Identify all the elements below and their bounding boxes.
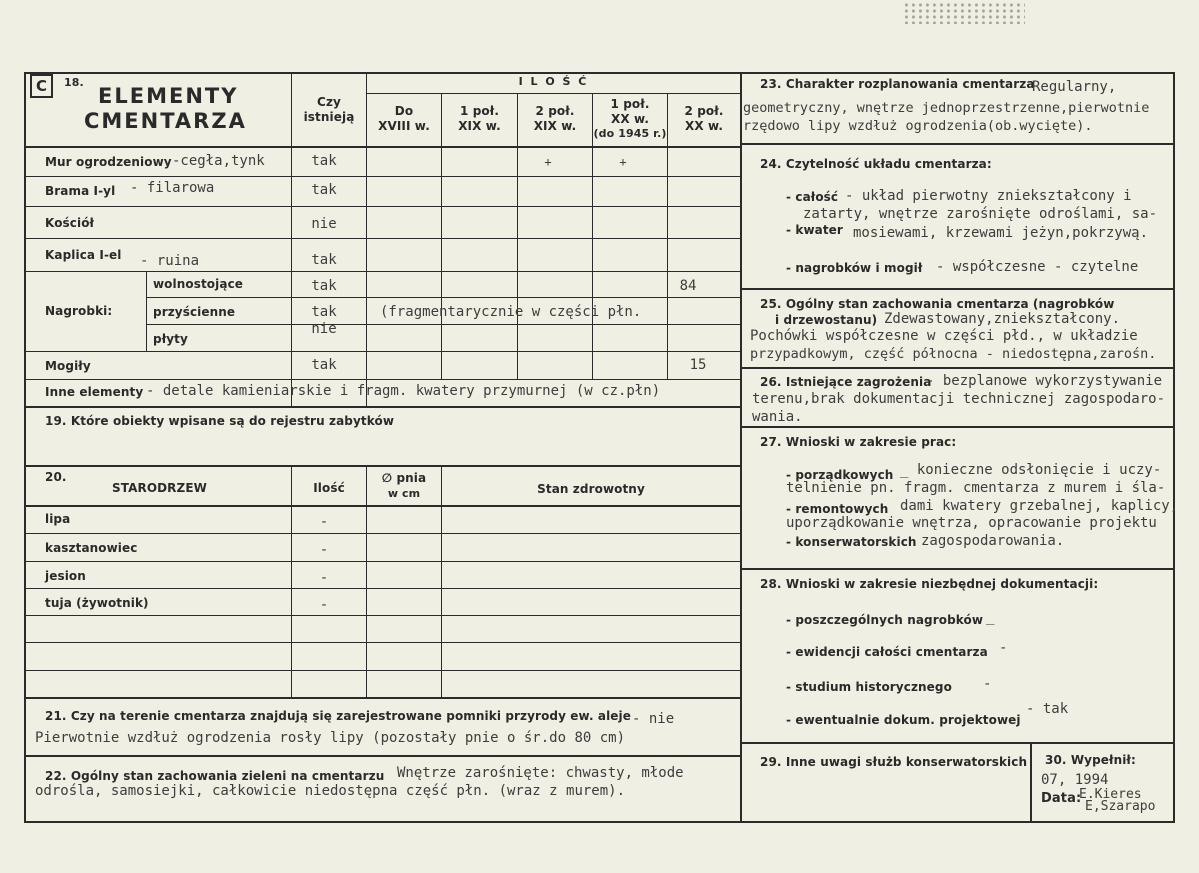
section-27-remontowych: - remontowych (786, 502, 889, 516)
trunk-diameter-header-line1: ∅ pnia (381, 471, 427, 485)
section-23-text-line1: Regularny, (1032, 79, 1117, 95)
row-mogily-period5: 15 (689, 357, 707, 373)
section-27-porzadkowych: - porządkowych (786, 468, 894, 482)
section-28-item-projektowej: - ewentualnie dokum. projektowej (786, 713, 1021, 727)
section-27-porzadkowych-text: _ konieczne odsłonięcie i uczy- (900, 462, 1162, 478)
period-1-line1: Do (394, 104, 414, 118)
row-kosciol-exists: nie (311, 216, 337, 232)
card-letter-box: C (30, 74, 53, 98)
section-24-nagrobkow: - nagrobków i mogił (786, 261, 923, 275)
row-brama-exists: tak (311, 182, 337, 198)
row-mogily-exists: tak (311, 357, 337, 373)
quantity-header: I L O Ś Ć (518, 75, 589, 88)
section-27-konserwatorskich-text: zagospodarowania. (921, 533, 1065, 549)
section-28-item-projektowej-answer: - tak (1026, 701, 1069, 717)
center-divider (740, 72, 742, 823)
row-kaplica-exists: tak (311, 252, 337, 268)
section-24-calosc-text: - układ pierwotny zniekształcony i (845, 188, 1132, 204)
row-kaplica-label: Kaplica I-el (45, 248, 122, 262)
section-27-porzadkowych-text2: telnienie pn. fragm. cmentarza z murem i śla- (786, 480, 1166, 496)
period-3-line1: 2 poł. (535, 104, 575, 118)
section-23-text-line2: geometryczny, wnętrze jednoprzestrzenne,pierwotnie (743, 100, 1150, 116)
section-30-name2: E,Szarapo (1085, 799, 1156, 814)
row-przyscienne-exists: tak (311, 304, 337, 320)
tree-row-name: lipa (45, 512, 71, 526)
tree-row-name: kasztanowiec (45, 541, 138, 555)
section-28-item-nagrobkow: - poszczególnych nagrobków (786, 613, 984, 627)
section-20-number: 20. (45, 470, 67, 484)
section-28-item-studium: - studium historycznego (786, 680, 952, 694)
section-24-calosc: - całość (786, 190, 839, 204)
section-25-text-line1: Zdewastowany,zniekształcony. (884, 311, 1121, 327)
section-26-label: 26. Istniejące zagrożenia (760, 375, 932, 389)
period-4-line3: (do 1945 r.) (593, 127, 667, 140)
section-25-text-line2: Pochówki współczesne w części płd., w układzie (750, 328, 1138, 344)
section-26-text-line2: terenu,brak dokumentacji technicznej zagospodaro- (752, 391, 1166, 407)
tree-row-qty: - (319, 542, 329, 558)
frame-left (24, 72, 26, 823)
section-24-kwater: - kwater (786, 223, 843, 237)
section-29-label: 29. Inne uwagi służb konserwatorskich (760, 755, 1028, 769)
period-5-line2: XX w. (684, 119, 724, 133)
tree-row-name: tuja (żywotnik) (45, 596, 149, 610)
row-przyscienne-label: przyścienne (153, 305, 236, 319)
period-4-line1: 1 poł. (610, 97, 650, 111)
section-26-text-line3: wania. (752, 409, 803, 425)
frame-top (24, 72, 1175, 74)
frame-right (1173, 72, 1175, 823)
row-plyty-label: płyty (153, 332, 188, 346)
section-24-nagrobkow-text: - współczesne - czytelne (936, 259, 1139, 275)
row-mur-exists: tak (311, 153, 337, 169)
section-30-name1: E.Kieres (1079, 787, 1142, 802)
period-1-line2: XVIII w. (378, 119, 430, 133)
section-27-remontowych-text: dami kwatery grzebalnej, kaplicy, (900, 498, 1179, 514)
period-4-line2: XX w. (610, 112, 650, 126)
period-2-line1: 1 poł. (460, 104, 499, 118)
tree-row-name: jesion (45, 569, 86, 583)
section-28-item-ewidencji: - ewidencji całości cmentarza (786, 645, 988, 659)
section-21-text: Pierwotnie wzdłuż ogrodzenia rosły lipy (pozostały pnie o śr.do 80 cm) (35, 730, 626, 746)
row-kaplica-note: - ruina (140, 253, 200, 269)
section-23-text-line3: rzędowo lipy wzdłuż ogrodzenia(ob.wycięte). (743, 118, 1093, 134)
row-brama-label: Brama I-yl (45, 184, 116, 198)
section-28-item-studium-dash: - (983, 676, 992, 692)
period-2-line2: XIX w. (458, 119, 501, 133)
section-28-item-nagrobkow-dash: _ (986, 609, 995, 625)
exists-header-line1: Czy (317, 95, 341, 109)
section-19-label: 19. Które obiekty wpisane są do rejestru zabytków (45, 414, 395, 428)
section-26-text-line1: - bezplanowe wykorzystywanie (926, 373, 1163, 389)
row-kosciol-label: Kościół (45, 216, 95, 230)
exists-header-line2: istnieją (303, 110, 355, 124)
frame-bottom (24, 821, 1175, 823)
period-3-line2: XIX w. (533, 119, 577, 133)
ink-stamp-mark (905, 2, 1025, 24)
section-21-label: 21. Czy na terenie cmentarza znajdują się zarejestrowane pomniki przyrody ew. aleje (45, 709, 631, 723)
tree-row-qty: - (319, 597, 329, 613)
section-27-remontowych-text2: uporządkowanie wnętrza, opracowanie projektu (786, 515, 1157, 531)
row-wolnostojace-period5: 84 (679, 278, 697, 294)
section-30-date: 07, 1994 (1041, 772, 1109, 788)
row-mur-note: -cegła,tynk (172, 153, 265, 169)
section-22-text-line1: Wnętrze zarośnięte: chwasty, młode (397, 765, 684, 781)
starodrzew-header: STARODRZEW (112, 481, 207, 495)
section-18-number: 18. (64, 76, 84, 89)
row-wolnostojace-exists: tak (311, 278, 337, 294)
tree-row-qty: - (319, 514, 329, 530)
section-27-label: 27. Wnioski w zakresie prac: (760, 435, 957, 449)
section-30-data-label: Data: (1041, 791, 1082, 806)
section-22-text-line2: odrośla, samosiejki, całkowicie niedostępna część płn. (wraz z murem). (35, 783, 626, 799)
row-mur-label: Mur ogrodzeniowy (45, 155, 172, 169)
row-mogily-label: Mogiły (45, 359, 91, 373)
tree-row-qty: - (319, 570, 329, 586)
row-plyty-exists: nie (311, 321, 337, 337)
section-28-label: 28. Wnioski w zakresie niezbędnej dokumentacji: (760, 577, 1099, 591)
section-22-label: 22. Ogólny stan zachowania zieleni na cmentarzu (45, 769, 385, 783)
section-18-title-line2: CMENTARZA (84, 109, 247, 133)
section-27-konserwatorskich: - konserwatorskich (786, 535, 917, 549)
tree-qty-header: Ilość (313, 481, 345, 495)
section-24-kwater-text: mosiewami, krzewami jeżyn,pokrzywą. (853, 225, 1149, 241)
section-21-answer: - nie (632, 711, 675, 727)
row-inne-note: - detale kamieniarskie i fragm. kwatery przymurnej (w cz.płn) (146, 383, 661, 399)
section-30-label: 30. Wypełnił: (1045, 753, 1136, 767)
row-wolnostojace-label: wolnostojące (153, 277, 244, 291)
section-25-label-line1: 25. Ogólny stan zachowania cmentarza (nagrobków (760, 297, 1115, 311)
section-24-calosc-text2: zatarty, wnętrze zarośnięte odroślami, sa- (803, 206, 1158, 222)
section-25-text-line3: przypadkowym, część północna - niedostępna,zarośn. (750, 346, 1157, 362)
row-mur-period4: + (619, 155, 627, 169)
section-24-label: 24. Czytelność układu cmentarza: (760, 157, 992, 171)
section-28-item-ewidencji-dash: - (999, 640, 1008, 656)
row-inne-label: Inne elementy (45, 385, 144, 399)
row-mur-period3: + (544, 155, 552, 169)
health-header: Stan zdrowotny (537, 482, 645, 496)
row-nagrobki-label: Nagrobki: (45, 304, 113, 318)
section-25-label-line2: i drzewostanu) (775, 313, 878, 327)
trunk-diameter-header-line2: w cm (387, 487, 421, 500)
period-5-line1: 2 poł. (684, 104, 724, 118)
section-23-label: 23. Charakter rozplanowania cmentarza (760, 77, 1035, 91)
row-brama-note: - filarowa (130, 180, 215, 196)
section-18-title-line1: ELEMENTY (98, 84, 239, 108)
row-przyscienne-note: (fragmentarycznie w części płn. (380, 304, 642, 320)
